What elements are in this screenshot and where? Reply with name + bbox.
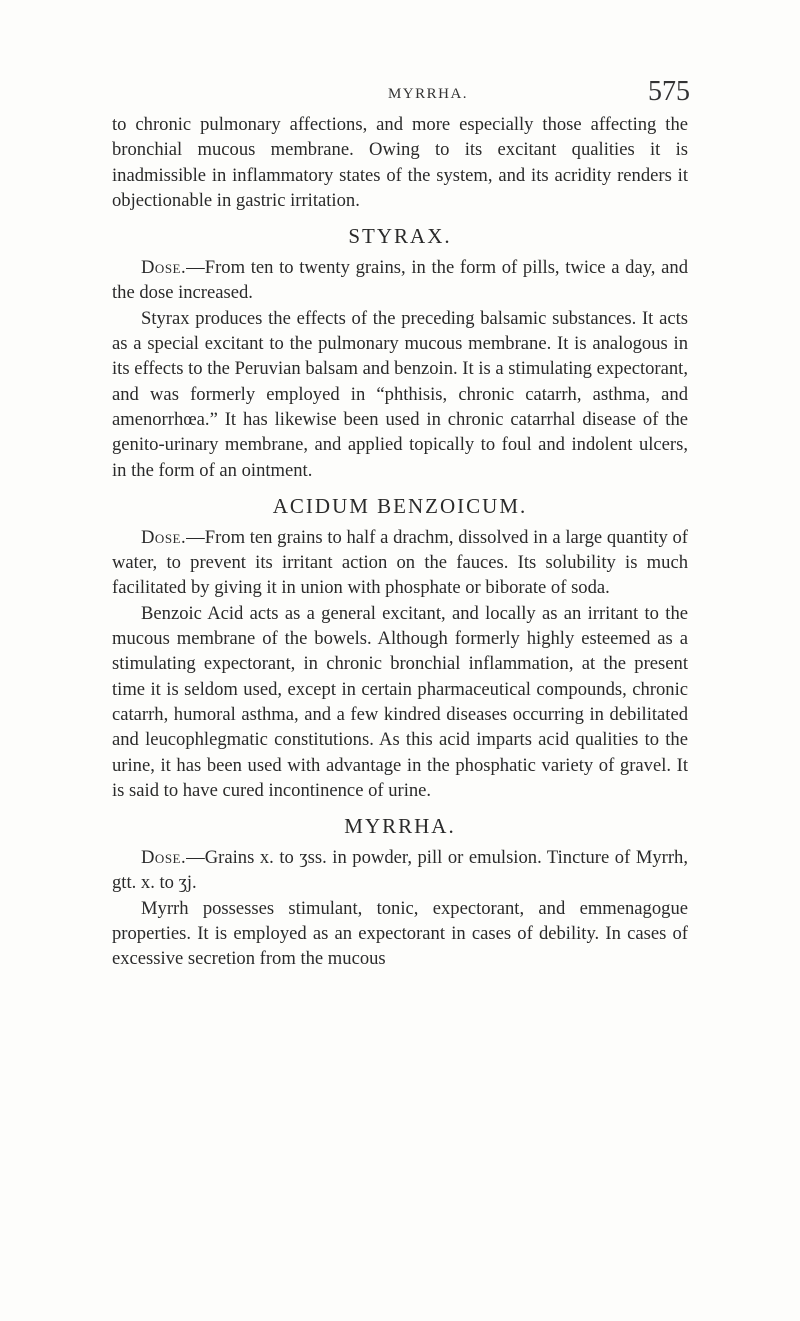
continuation-paragraph: to chronic pulmonary affections, and more especially those affecting the bronchial mucous membrane. Owing to its excitant qualities it is inadmissible in inflammatory states of the system, and its acridity renders it objectionable in gastric irritation. (112, 114, 688, 211)
dose-text: —Grains x. to ʒss. in powder, pill or emulsion. Tincture of Myrrh, gtt. x. to ʒj. (112, 847, 688, 894)
dose-text: —From ten grains to half a drachm, dissolved in a large quantity of water, to prevent its irritant action on the fauces. Its solubility is much facilitated by giving it in union with phosphate or biborate of soda. (112, 526, 688, 599)
dose-label: Dose. (141, 847, 187, 869)
section-heading-acidum-benzoicum: ACIDUM BENZOICUM. (272, 493, 528, 518)
text-block (112, 112, 688, 972)
dose-text: —From ten to twenty grains, in the form of pills, twice a day, and the dose increased. (112, 257, 688, 304)
body-paragraph-acidum-benzoicum: Benzoic Acid acts as a general excitant, and locally as an irritant to the mucous membrane of the bowels. Although formerly highly esteemed as a stimulating expectorant, in chronic bronchial inflammation, at the present time it is seldom used, except in certain pharmaceutical compounds, chronic catarrh, humoral asthma, and a few kindred diseases occurring in debilitated and leucophlegmatic constitutions. As this acid imparts acid qualities to the urine, it has been used with advantage in the phosphatic variety of gravel. It is said to have cured incontinence of urine. (112, 602, 688, 801)
body-paragraph-myrrha: Myrrh possesses stimulant, tonic, expectorant, and emmenagogue properties. It is employed as an expectorant in cases of debility. In cases of excessive secretion from the mucous (112, 897, 688, 970)
dose-paragraph-styrax (112, 255, 688, 306)
dose-paragraph-myrrha (112, 845, 688, 896)
page-number: 575 (648, 76, 690, 107)
dose-label: Dose. (141, 257, 187, 279)
section-heading-myrrha: MYRRHA. (344, 814, 456, 839)
running-title: MYRRHA. (387, 86, 469, 102)
dose-label: Dose. (141, 526, 187, 548)
section-heading-styrax: STYRAX. (348, 224, 452, 249)
body-paragraph-styrax: Styrax produces the effects of the preceding balsamic substances. It acts as a special excitant to the pulmonary mucous membrane. It is analogous in its effects to the Peruvian balsam and benzoin. It is a stimulating expectorant, and was formerly employed in “phthisis, chronic catarrh, asthma, and amenorrhœa.” It has likewise been used in chronic catarrhal disease of the genito-urinary membrane, and applied topically to foul and indolent ulcers, in the form of an ointment. (112, 307, 688, 481)
dose-paragraph-acidum-benzoicum (112, 525, 688, 601)
